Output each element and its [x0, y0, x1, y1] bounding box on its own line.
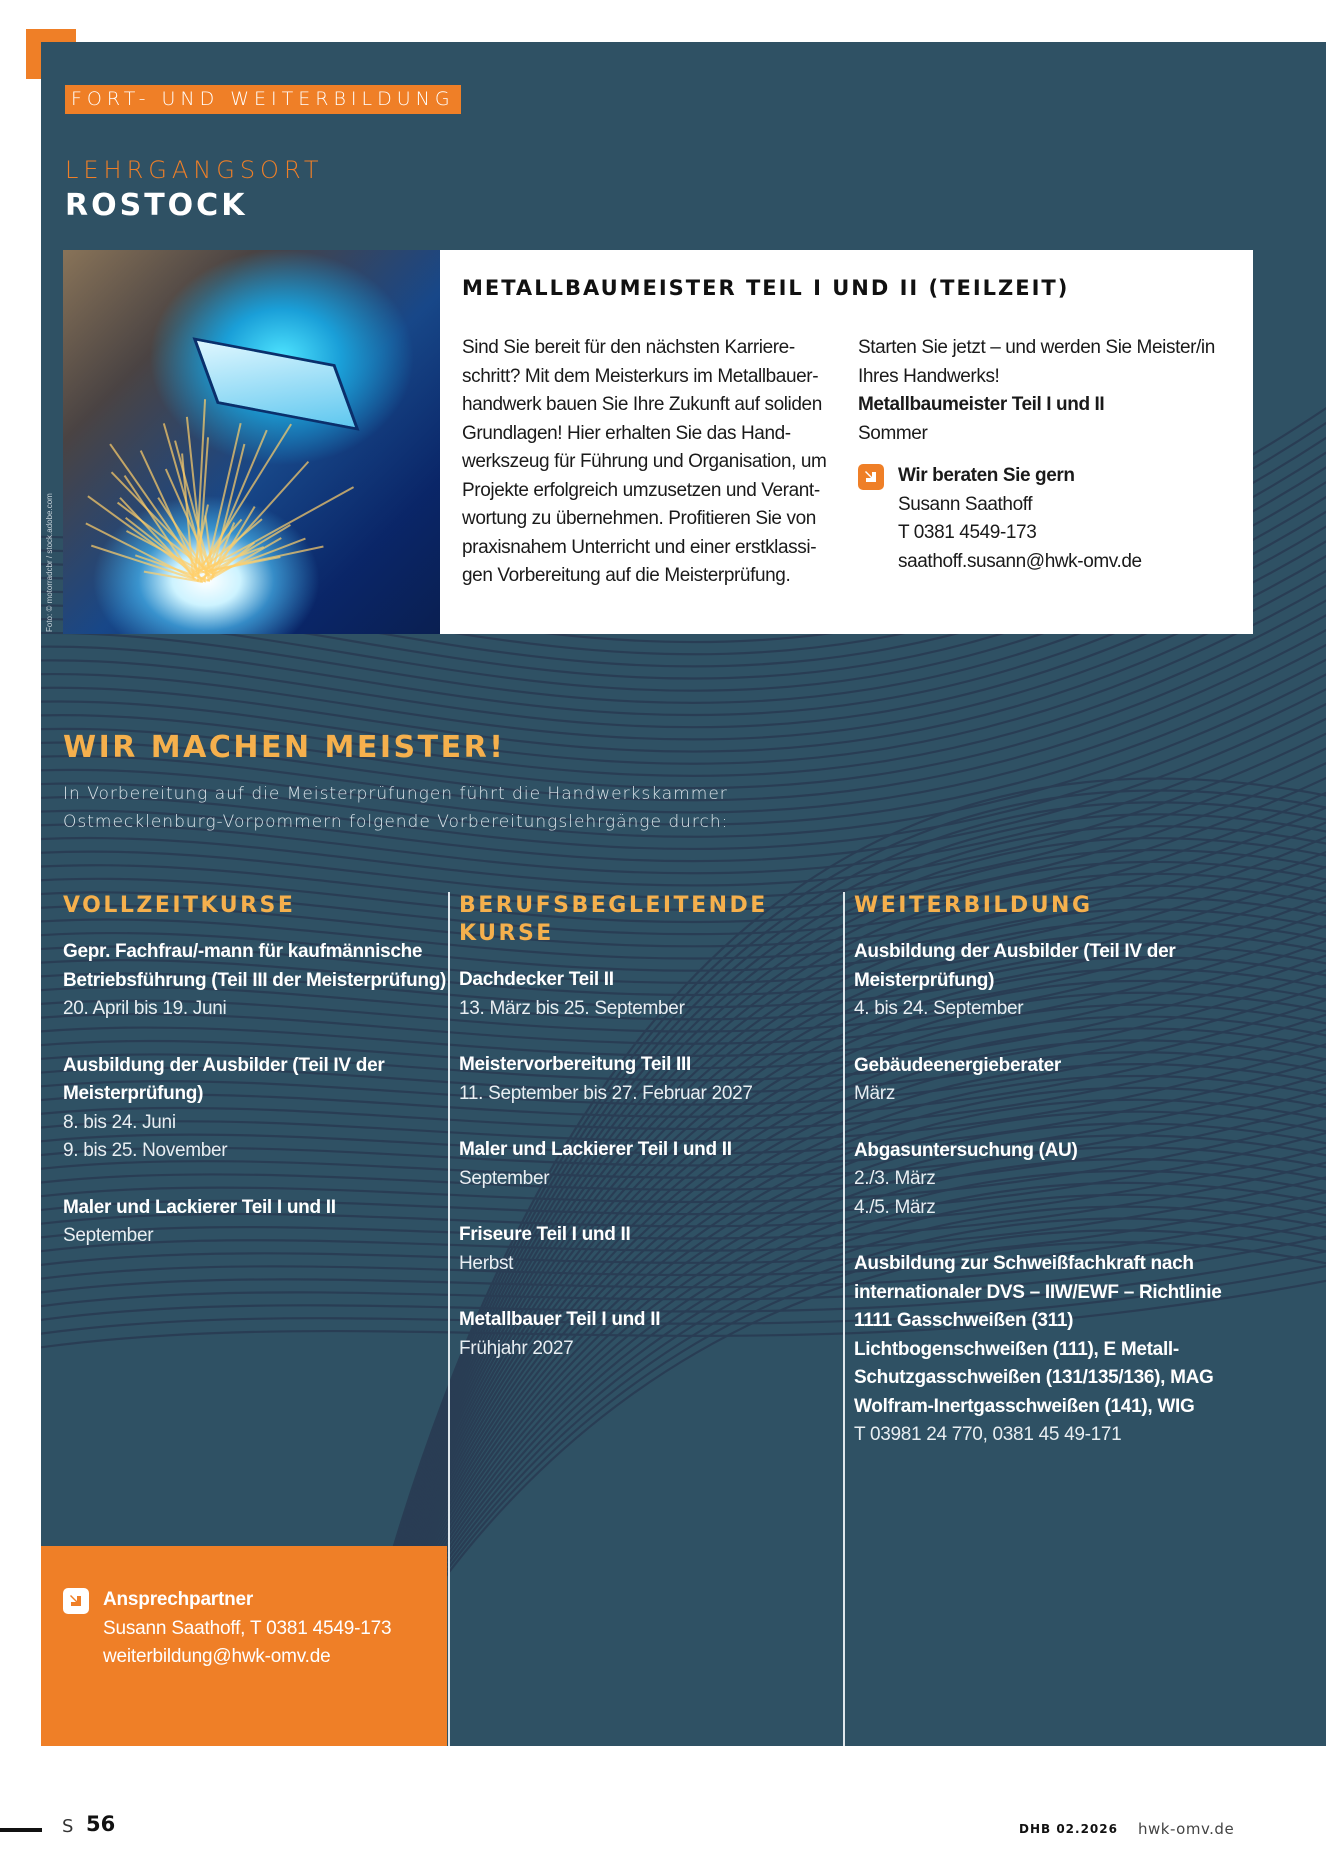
course-title: Ausbildung zur Schweißfachkraft nach internationaler DVS – IIW/EWF – Richtlinie 1111 Gasschweißen (311) Lichtbogenschweißen (111), E Metall-Schutzgasschweißen (131/135/136), MAG Wolfram-Inertgasschweißen (141), WIG — [854, 1253, 1222, 1417]
feature-cta: Starten Sie jetzt – und werden Sie Meister/in Ihres Handwerks! — [858, 337, 1215, 387]
headline: WIR MACHEN MEISTER! — [63, 730, 506, 765]
course-entry — [459, 1051, 843, 1108]
course-date: 8. bis 24. Juni — [63, 1111, 176, 1133]
course-date: September — [63, 1225, 154, 1246]
course-title: Maler und Lackierer Teil I und II — [63, 1196, 336, 1218]
course-title: Abgasuntersuchung (AU) — [854, 1139, 1078, 1161]
feature-sidebar — [858, 334, 1238, 576]
course-title: Friseure Teil I und II — [459, 1224, 631, 1245]
feature-course-date: Sommer — [858, 422, 928, 444]
course-date: 20. April bis 19. Juni — [63, 998, 227, 1019]
page-prefix: S — [62, 1816, 74, 1837]
feature-body: Sind Sie bereit für den nächsten Karriereschritt? Mit dem Meisterkurs im Metallbauerhandwerk bauen Sie Ihre Zukunft auf soliden Grundlagen! Hier erhalten Sie das Handwerkszeug für Führung und Organisation, um Projekte erfolgreich umzusetzen und Verantwortung zu übernehmen. Profitieren Sie von praxisnahem Unterricht und einer erstklassigen Vorbereitung auf die Meisterprüfung. — [462, 337, 827, 586]
course-date: 4./5. März — [854, 1196, 936, 1218]
course-entry — [459, 966, 843, 1023]
column-berufsbegleitende-kurse — [448, 892, 843, 1746]
course-title: Metallbauer Teil I und II — [459, 1309, 661, 1330]
course-date: Frühjahr 2027 — [459, 1337, 574, 1359]
contact-name: Susann Saathoff — [898, 493, 1033, 515]
course-title: Dachdecker Teil II — [459, 969, 614, 990]
column-title: BERUFSBEGLEITENDE KURSE — [459, 893, 768, 946]
photo-credit: Foto: © motorradcbr / stock.adobe.com — [45, 493, 54, 632]
course-date: Herbst — [459, 1252, 514, 1274]
contact-box-email[interactable]: weiterbildung@hwk-omv.de — [103, 1646, 331, 1667]
course-date: 2./3. März — [854, 1168, 936, 1189]
contact-box — [41, 1546, 447, 1746]
course-entry — [854, 1250, 1238, 1450]
feature-card — [440, 250, 1253, 634]
course-date: 9. bis 25. November — [63, 1140, 228, 1161]
course-entry — [459, 1221, 843, 1278]
contact-email[interactable]: saathoff.susann@hwk-omv.de — [898, 550, 1142, 572]
arrow-down-right-icon — [63, 1588, 89, 1614]
course-phone: T 03981 24 770, 0381 45 49-171 — [854, 1424, 1122, 1445]
course-entry — [854, 938, 1238, 1024]
course-title: Maler und Lackierer Teil I und II — [459, 1139, 732, 1160]
course-date: 13. März bis 25. September — [459, 997, 685, 1019]
feature-title: METALLBAUMEISTER TEIL I UND II (TEILZEIT) — [462, 276, 1070, 300]
course-entry — [854, 1052, 1238, 1109]
website-link[interactable]: hwk-omv.de — [1138, 1820, 1235, 1838]
course-entry — [459, 1306, 843, 1363]
course-title: Ausbildung der Ausbilder (Teil IV der Meisterprüfung) — [63, 1054, 385, 1104]
course-entry — [63, 1194, 458, 1251]
contact-box-name-phone[interactable]: Susann Saathoff, T 0381 4549-173 — [103, 1617, 392, 1639]
course-entry — [63, 1052, 458, 1166]
course-date: 11. September bis 27. Februar 2027 — [459, 1082, 753, 1104]
course-date: September — [459, 1167, 550, 1189]
course-title: Gepr. Fachfrau/-mann für kaufmännische Betriebsführung (Teil III der Meisterprüfung) — [63, 941, 447, 991]
course-title: Meistervorbereitung Teil III — [459, 1054, 691, 1075]
feature-contact — [858, 462, 1238, 576]
contact-box-content — [63, 1586, 391, 1672]
location-label: LEHRGANGSORT — [65, 156, 324, 184]
contact-box-heading: Ansprechpartner — [103, 1589, 254, 1610]
page-number: 56 — [86, 1812, 116, 1836]
course-date: März — [854, 1083, 896, 1104]
contact-phone[interactable]: T 0381 4549-173 — [898, 522, 1037, 543]
course-entry — [854, 1137, 1238, 1223]
column-title: VOLLZEITKURSE — [63, 893, 296, 918]
content-panel — [41, 42, 1326, 1746]
course-title: Ausbildung der Ausbilder (Teil IV der Meisterprüfung) — [854, 941, 1176, 991]
issue-label: DHB 02.2026 — [1019, 1822, 1118, 1836]
column-title: WEITERBILDUNG — [854, 893, 1093, 918]
contact-heading: Wir beraten Sie gern — [898, 465, 1075, 486]
footer-rule — [0, 1828, 42, 1832]
column-weiterbildung — [843, 892, 1238, 1746]
column-vollzeitkurse — [63, 887, 458, 1279]
feature-course-name: Metallbaumeister Teil I und II — [858, 394, 1105, 415]
arrow-down-right-icon — [858, 464, 884, 490]
intro-text: In Vorbereitung auf die Meisterprüfungen führt die Handwerkskammer Ostmecklenburg-Vorpommern folgende Vorbereitungslehrgänge durch: — [63, 784, 729, 832]
section-kicker: FORT- UND WEITERBILDUNG — [65, 85, 461, 114]
course-title: Gebäudeenergieberater — [854, 1054, 1062, 1076]
course-entry — [63, 938, 458, 1024]
course-date: 4. bis 24. September — [854, 998, 1024, 1019]
welding-mask-visor — [192, 337, 359, 431]
welding-photo — [63, 250, 440, 634]
location-title: ROSTOCK — [65, 188, 248, 223]
course-entry — [459, 1136, 843, 1193]
